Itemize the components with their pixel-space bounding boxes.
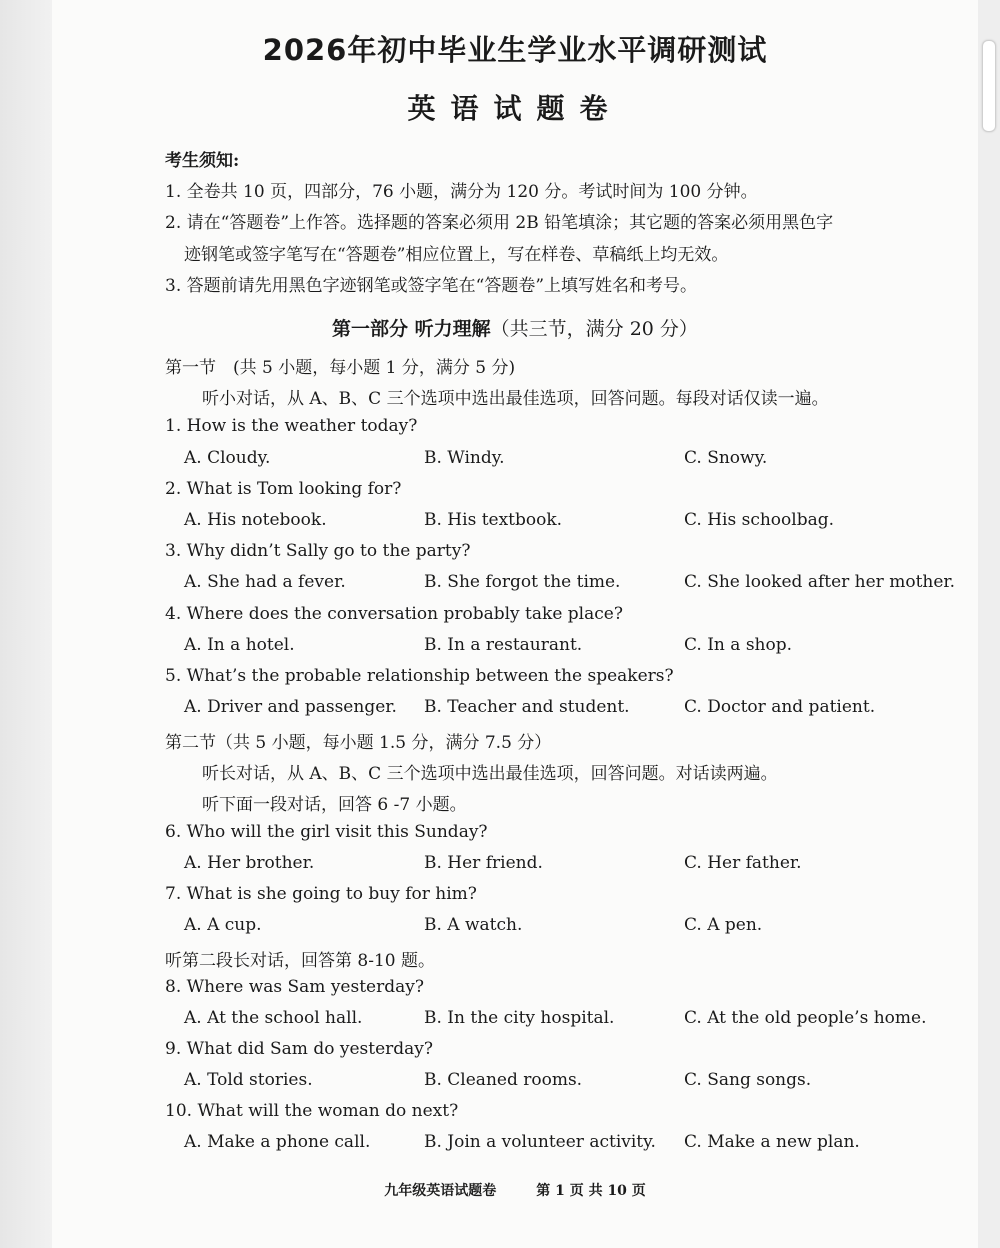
option-b: B. A watch. [424,915,523,935]
option-c: C. Sang songs. [684,1070,812,1090]
question-text: 7. What is she going to buy for him? [165,884,477,904]
left-margin [0,0,52,1248]
section2-header: 第二节（共 5 小题，每小题 1.5 分，满分 7.5 分） [165,733,552,753]
option-b: B. Windy. [424,448,505,468]
option-c: C. A pen. [684,915,763,935]
notice-item: 3. 答题前请先用黑色字迹钢笔或签字笔在“答题卷”上填写姓名和考号。 [165,276,698,296]
page-title: 2026年初中毕业生学业水平调研测试 [262,33,768,67]
part1-title [52,314,978,341]
option-b: B. Cleaned rooms. [424,1070,583,1090]
question-text: 6. Who will the girl visit this Sunday? [165,822,488,842]
option-a: A. In a hotel. [184,635,295,655]
question-text: 8. Where was Sam yesterday? [165,977,424,997]
notice-heading: 考生须知: [165,151,240,171]
part1-title-rest: （共三节，满分 20 分） [490,318,698,340]
option-a: A. Cloudy. [184,448,271,468]
option-b: B. In a restaurant. [424,635,583,655]
option-a: A. Her brother. [184,853,315,873]
option-b: B. Join a volunteer activity. [424,1132,656,1152]
page-subtitle: 英语试题卷 [407,92,623,125]
option-a: A. His notebook. [184,510,327,530]
question-text: 2. What is Tom looking for? [165,479,402,499]
question-text: 10. What will the woman do next? [165,1101,459,1121]
option-c: C. In a shop. [684,635,793,655]
question-text: 5. What’s the probable relationship between the speakers? [165,666,674,686]
option-b: B. She forgot the time. [424,572,621,592]
footer-page-number: 第 1 页 共 10 页 [536,1183,646,1199]
option-c: C. Her father. [684,853,802,873]
question-text: 9. What did Sam do yesterday? [165,1039,433,1059]
scrollbar-thumb[interactable] [982,40,996,132]
option-c: C. At the old people’s home. [684,1008,927,1028]
part1-title-bold: 第一部分 听力理解 [332,318,491,340]
option-c: C. Doctor and patient. [684,697,876,717]
notice-item: 2. 请在“答题卷”上作答。选择题的答案必须用 2B 铅笔填涂；其它题的答案必须用黑色字 [165,213,834,233]
option-c: C. Make a new plan. [684,1132,860,1152]
option-b: B. Her friend. [424,853,543,873]
option-a: A. At the school hall. [184,1008,363,1028]
option-c: C. His schoolbag. [684,510,835,530]
dialog1-instructions: 听下面一段对话，回答 6 -7 小题。 [202,795,467,815]
footer-doc-name: 九年级英语试题卷 [384,1183,497,1199]
exam-page [52,0,978,1248]
notice-item: 1. 全卷共 10 页，四部分，76 小题，满分为 120 分。考试时间为 100 分钟。 [165,182,758,202]
question-text: 1. How is the weather today? [165,416,418,436]
scrollbar-track[interactable] [978,0,1000,1248]
option-b: B. Teacher and student. [424,697,630,717]
dialog2-instructions: 听第二段长对话，回答第 8-10 题。 [165,951,435,971]
option-a: A. She had a fever. [184,572,346,592]
option-a: A. A cup. [184,915,262,935]
option-a: A. Driver and passenger. [184,697,397,717]
section1-header: 第一节 (共 5 小题，每小题 1 分，满分 5 分) [165,358,516,378]
notice-item: 迹钢笔或签字笔写在“答题卷”相应位置上，写在样卷、草稿纸上均无效。 [184,245,729,265]
section2-instructions: 听长对话，从 A、B、C 三个选项中选出最佳选项，回答问题。对话读两遍。 [202,764,778,784]
option-b: B. His textbook. [424,510,563,530]
option-a: A. Told stories. [184,1070,313,1090]
option-c: C. Snowy. [684,448,768,468]
question-text: 4. Where does the conversation probably take place? [165,604,623,624]
section1-instructions: 听小对话，从 A、B、C 三个选项中选出最佳选项，回答问题。每段对话仅读一遍。 [202,389,829,409]
question-text: 3. Why didn’t Sally go to the party? [165,541,471,561]
option-a: A. Make a phone call. [184,1132,371,1152]
page-footer [52,1180,978,1200]
option-b: B. In the city hospital. [424,1008,615,1028]
option-c: C. She looked after her mother. [684,572,956,592]
